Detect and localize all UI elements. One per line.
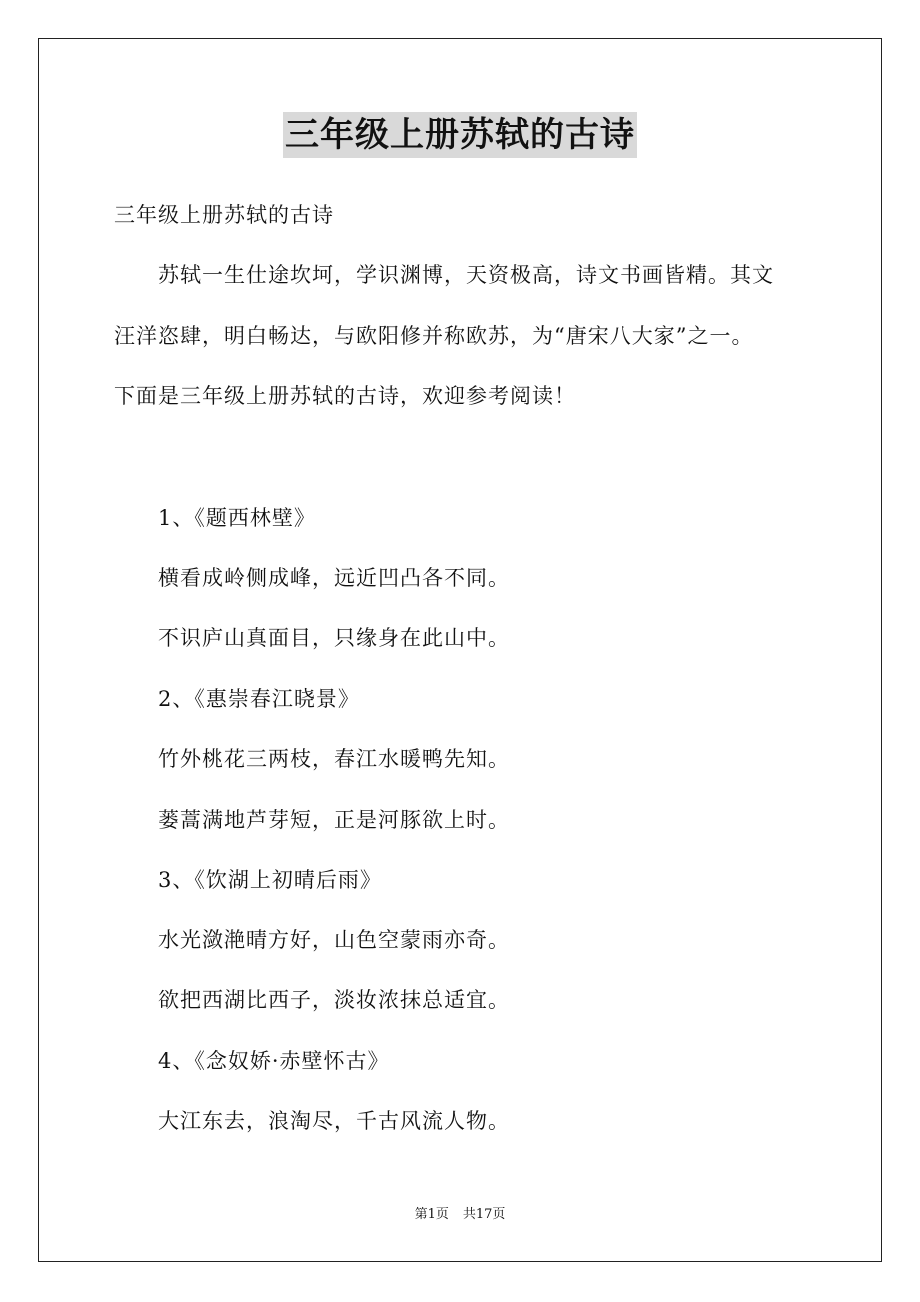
- poem-4-line-1: 大江东去，浪淘尽，千古风流人物。: [158, 1109, 510, 1133]
- page-total: 共17页: [462, 1207, 506, 1222]
- poem-3-line-1: 水光潋滟晴方好，山色空蒙雨亦奇。: [158, 928, 510, 952]
- poem-2-line-1: 竹外桃花三两枝，春江水暖鸭先知。: [158, 747, 510, 771]
- poem-1-line-2: 不识庐山真面目，只缘身在此山中。: [158, 626, 510, 650]
- poem-heading-1: 1、《题西林壁》: [158, 506, 316, 530]
- intro-line-3: 下面是三年级上册苏轼的古诗，欢迎参考阅读！: [114, 384, 576, 408]
- page-number: 第1页: [414, 1207, 449, 1222]
- poem-3-line-2: 欲把西湖比西子，淡妆浓抹总适宜。: [158, 988, 510, 1012]
- poem-heading-4: 4、《念奴娇·赤壁怀古》: [158, 1049, 390, 1073]
- poem-heading-2: 2、《惠崇春江晓景》: [158, 687, 360, 711]
- intro-line-1: 苏轼一生仕途坎坷，学识渊博，天资极高，诗文书画皆精。其文: [158, 263, 774, 287]
- poem-2-line-2: 蒌蒿满地芦芽短，正是河豚欲上时。: [158, 808, 510, 832]
- page-footer: [0, 1206, 920, 1224]
- poem-heading-3: 3、《饮湖上初晴后雨》: [158, 868, 382, 892]
- title-container: [0, 112, 920, 158]
- document-title: 三年级上册苏轼的古诗: [283, 112, 637, 158]
- subtitle: 三年级上册苏轼的古诗: [114, 203, 334, 227]
- poem-1-line-1: 横看成岭侧成峰，远近凹凸各不同。: [158, 566, 510, 590]
- intro-line-2: 汪洋恣肆，明白畅达，与欧阳修并称欧苏，为“唐宋八大家”之一。: [114, 324, 754, 348]
